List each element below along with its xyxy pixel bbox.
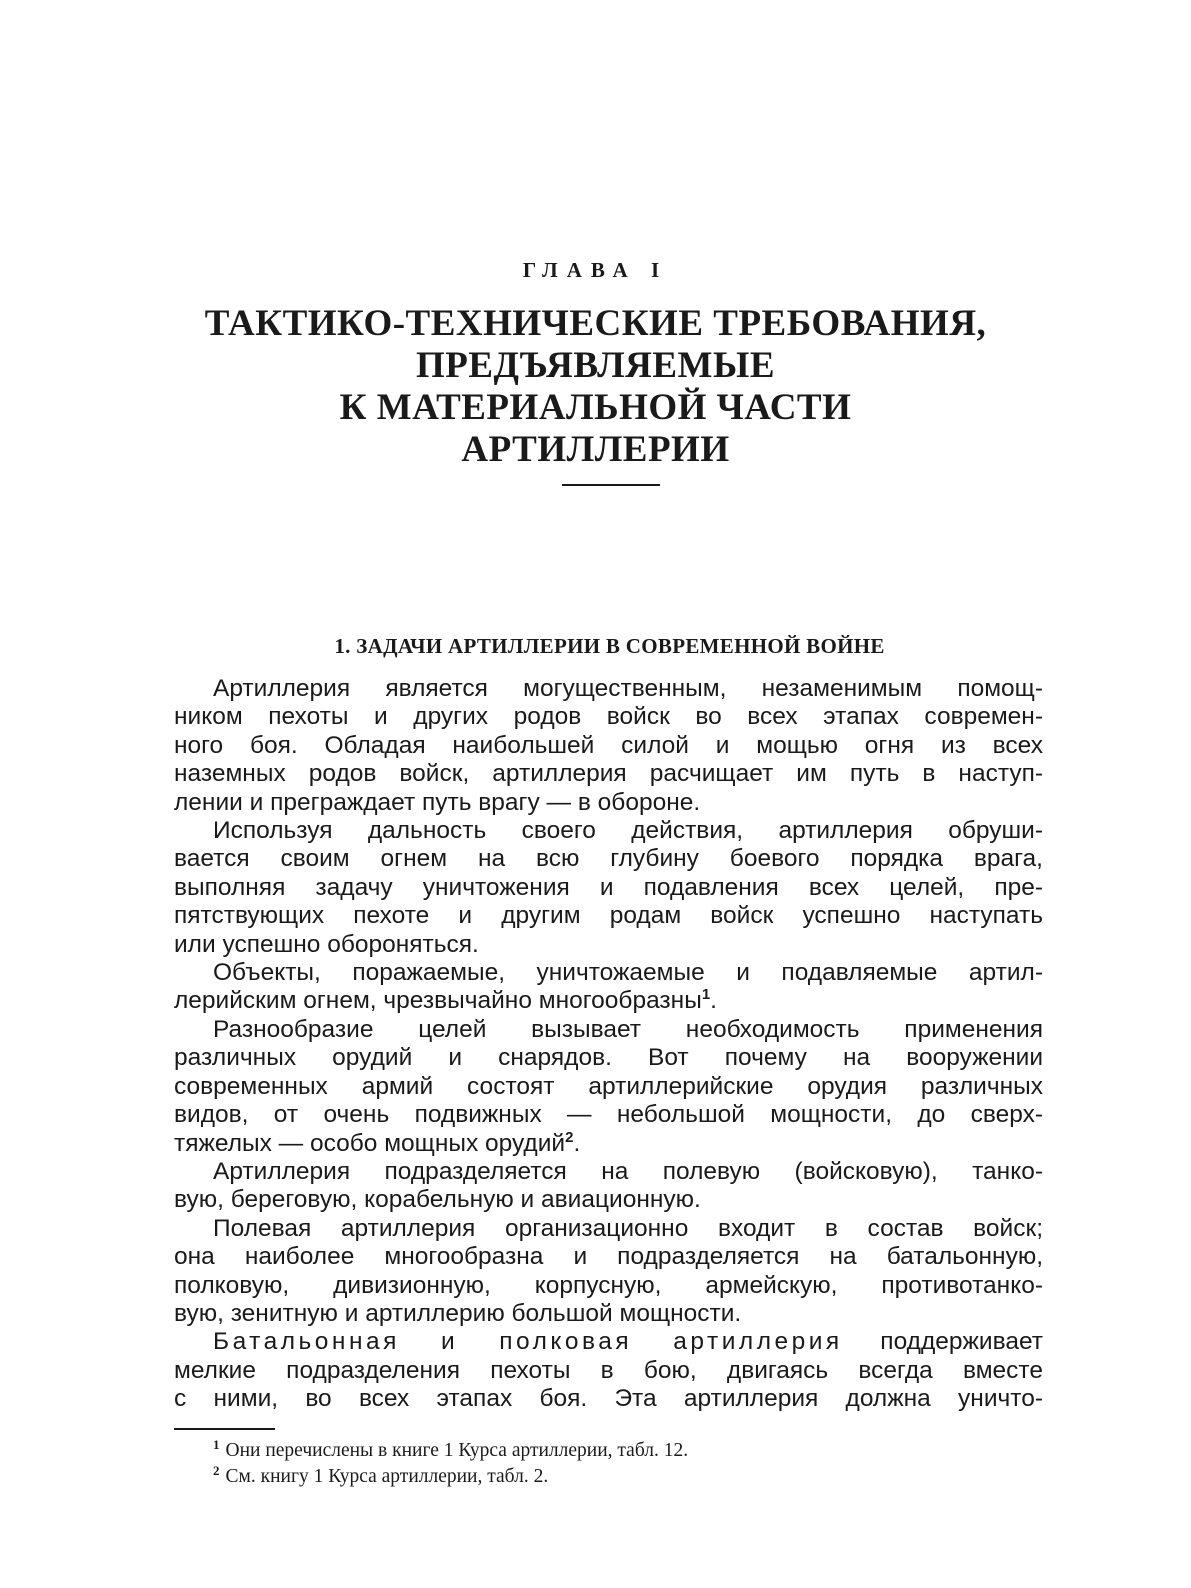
text-fragment: . — [573, 1129, 581, 1157]
title-divider — [562, 484, 660, 486]
footnote-ref: 2 — [565, 1128, 574, 1146]
text-line: мелкие подразделения пехоты в бою, двигаясь всегда вместе — [174, 1356, 1043, 1384]
chapter-title-line: ТАКТИКО-ТЕХНИЧЕСКИЕ ТРЕБОВАНИЯ, — [204, 303, 987, 344]
text-line: различных орудий и снарядов. Вот почему на вооружении — [174, 1044, 1043, 1072]
chapter-label: ГЛАВА I — [522, 258, 669, 282]
text-line: пятствующих пехоте и другим родам войск успешно наступать — [174, 902, 1043, 930]
text-line: Полевая артиллерия организационно входит в состав войск; — [213, 1214, 1043, 1242]
text-fragment: поддерживает — [842, 1328, 1043, 1356]
footnote-text: См. книгу 1 Курса артиллерии, табл. 2. — [225, 1466, 549, 1487]
footnote-number: 1 — [213, 1437, 220, 1452]
chapter-title — [0, 303, 1191, 471]
text-line: лении и преграждает путь врагу — в обороне. — [174, 788, 701, 816]
text-line: вую, береговую, корабельную и авиационную. — [174, 1186, 701, 1214]
footnote — [213, 1438, 688, 1464]
text-line: современных армий состоят артиллерийские орудия различных — [174, 1072, 1043, 1100]
text-line: она наиболее многообразна и подразделяется на батальонную, — [174, 1243, 1043, 1271]
text-line: наземных родов войск, артиллерия расчищает им путь в наступ- — [174, 760, 1043, 788]
emphasized-term: Батальонная и полковая артиллерия — [213, 1328, 843, 1356]
section-heading: 1. ЗАДАЧИ АРТИЛЛЕРИИ В СОВРЕМЕННОЙ ВОЙНЕ — [334, 634, 885, 658]
text-line: с ними, во всех этапах боя. Эта артиллерия должна уничто- — [174, 1385, 1043, 1413]
text-line — [174, 987, 1043, 1015]
text-line: видов, от очень подвижных — небольшой мощности, до сверх- — [174, 1101, 1043, 1129]
footnote-divider — [174, 1428, 275, 1430]
text-line: Объекты, поражаемые, уничтожаемые и подавляемые артил- — [213, 959, 1043, 987]
text-fragment: лерийским огнем, чрезвычайно многообразны — [174, 987, 702, 1015]
text-line: выполняя задачу уничтожения и подавления всех целей, пре- — [174, 873, 1043, 901]
text-line: Используя дальность своего действия, артиллерия обруши- — [213, 817, 1043, 845]
footnote-text: Они перечислены в книге 1 Курса артиллерии, табл. 12. — [225, 1440, 689, 1461]
text-line: полковую, дивизионную, корпусную, армейскую, противотанко- — [174, 1271, 1043, 1299]
footnote — [213, 1464, 688, 1490]
chapter-title-line: АРТИЛЛЕРИИ — [461, 429, 730, 470]
footnotes — [213, 1438, 688, 1490]
chapter-title-line: ПРЕДЪЯВЛЯЕМЫЕ — [416, 345, 775, 386]
body-text — [174, 675, 1043, 1414]
text-fragment: . — [710, 987, 717, 1015]
chapter-title-line: К МАТЕРИАЛЬНОЙ ЧАСТИ — [339, 387, 852, 428]
text-fragment: тяжелых — особо мощных орудий — [174, 1129, 566, 1157]
footnote-number: 2 — [213, 1463, 220, 1478]
text-line: ного боя. Обладая наибольшей силой и мощью огня из всех — [174, 731, 1043, 759]
text-line: Артиллерия подразделяется на полевую (войсковую), танко- — [213, 1157, 1043, 1185]
text-line: или успешно обороняться. — [174, 930, 479, 958]
text-line — [174, 1130, 1043, 1158]
footnote-ref: 1 — [701, 986, 711, 1004]
text-line: Разнообразие целей вызывает необходимость применения — [213, 1015, 1043, 1043]
text-line: ником пехоты и других родов войск во всех этапах современ- — [174, 703, 1043, 731]
text-line — [174, 1328, 1043, 1356]
text-line: вается своим огнем на всю глубину боевого порядка врага, — [174, 845, 1043, 873]
text-line: Артиллерия является могущественным, незаменимым помощ- — [213, 675, 1043, 702]
text-line: вую, зенитную и артиллерию большой мощности. — [174, 1299, 742, 1327]
